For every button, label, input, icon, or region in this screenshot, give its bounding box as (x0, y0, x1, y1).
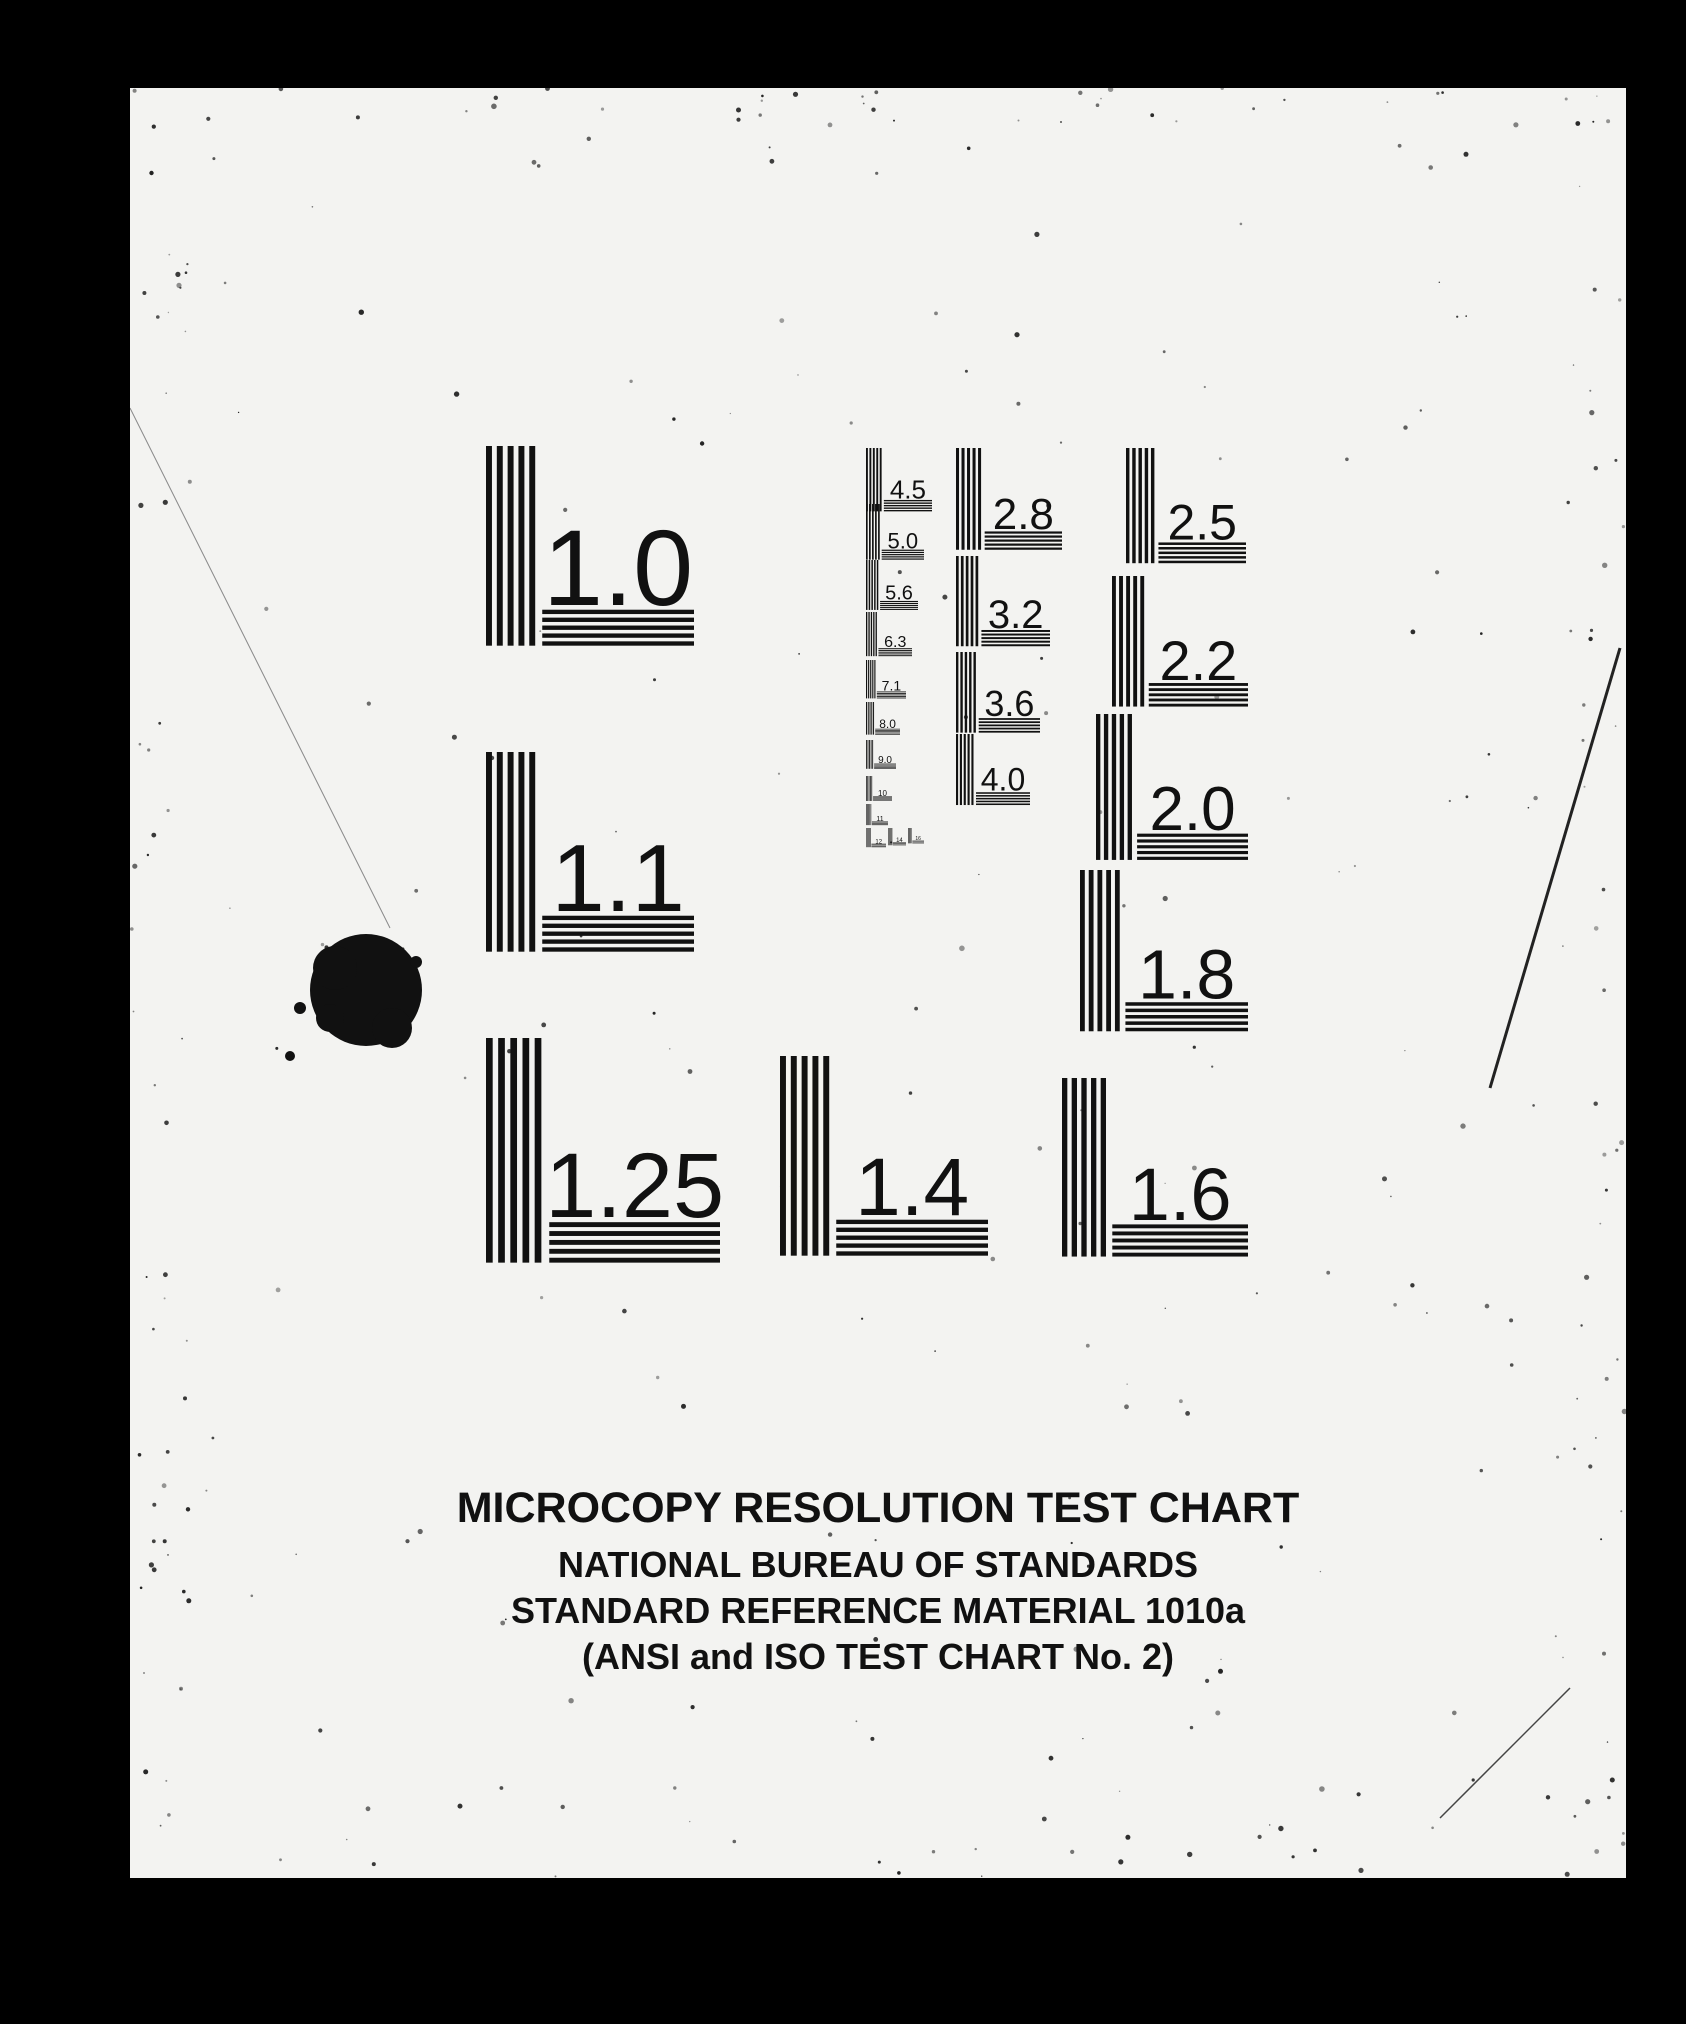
chart-title: MICROCOPY RESOLUTION TEST CHART (456, 1484, 1300, 1532)
vertical-bar (866, 504, 868, 560)
vertical-bar (1115, 870, 1120, 1031)
vertical-bar (875, 504, 877, 560)
resolution-pattern (1080, 870, 1248, 1031)
horizontal-bar (985, 539, 1062, 541)
horizontal-bar (976, 801, 1030, 803)
vertical-bar (888, 828, 889, 845)
resolution-pattern (956, 652, 1040, 733)
vertical-bar (866, 448, 868, 511)
vertical-bar (1096, 714, 1100, 860)
horizontal-bar (878, 655, 912, 656)
horizontal-bar (549, 1249, 720, 1254)
horizontal-bar (1158, 556, 1246, 559)
pattern-label: 1.4 (855, 1141, 970, 1233)
vertical-bar (966, 556, 969, 646)
pattern-label: 1.8 (1138, 935, 1236, 1014)
resolution-pattern (908, 828, 924, 843)
vertical-bar (1104, 714, 1108, 860)
vertical-bar (869, 828, 870, 847)
resolution-pattern (486, 752, 694, 952)
vertical-bar (1138, 448, 1141, 563)
vertical-bar (874, 660, 875, 698)
vertical-bar (869, 740, 870, 769)
vertical-bar (486, 446, 492, 646)
vertical-bar (962, 448, 965, 550)
horizontal-bar (549, 1258, 720, 1263)
pattern-label: 2.2 (1159, 628, 1238, 692)
horizontal-bar (1112, 1246, 1248, 1250)
vertical-bar (968, 734, 970, 805)
vertical-bar (960, 734, 962, 805)
vertical-bar (1112, 576, 1116, 707)
vertical-bar (873, 702, 874, 735)
horizontal-bar (875, 731, 900, 732)
horizontal-bar (880, 609, 918, 610)
vertical-bar (973, 652, 975, 733)
horizontal-bar (836, 1236, 988, 1240)
horizontal-bar (1137, 845, 1248, 848)
horizontal-bar (878, 652, 912, 653)
vertical-bar (535, 1038, 542, 1263)
vertical-bar (956, 448, 959, 550)
vertical-bar (870, 702, 871, 735)
vertical-bar (1062, 1078, 1067, 1257)
vertical-bar (965, 652, 967, 733)
vertical-bar (529, 752, 535, 952)
vertical-bar (1112, 714, 1116, 860)
horizontal-bar (880, 607, 918, 608)
horizontal-bar (542, 939, 694, 943)
vertical-bar (518, 752, 524, 952)
horizontal-bar (981, 644, 1050, 646)
pattern-label: 1.0 (543, 506, 694, 628)
vertical-bar (956, 652, 958, 733)
horizontal-bar (542, 633, 694, 637)
pattern-label: 10 (878, 788, 887, 798)
vertical-bar (876, 612, 877, 656)
pattern-label: 14 (896, 837, 903, 844)
vertical-bar (872, 740, 873, 769)
horizontal-bar (976, 798, 1030, 800)
vertical-bar (867, 828, 868, 847)
horizontal-bar (875, 733, 900, 734)
horizontal-bar (979, 725, 1040, 727)
pattern-label: 2.0 (1149, 775, 1236, 845)
vertical-bar (872, 504, 874, 560)
resolution-pattern (866, 828, 886, 847)
pattern-label: 1.1 (551, 824, 685, 932)
horizontal-bar (1125, 1021, 1248, 1025)
horizontal-bar (878, 653, 912, 654)
horizontal-bar (1112, 1253, 1248, 1257)
vertical-bar (802, 1056, 808, 1256)
vertical-bar (486, 752, 492, 952)
vertical-bar (866, 740, 867, 769)
vertical-bar (1091, 1078, 1096, 1257)
horizontal-bar (1149, 699, 1248, 702)
vertical-bar (973, 448, 976, 550)
vertical-bar (1106, 870, 1111, 1031)
horizontal-bar (1137, 851, 1248, 854)
pattern-label: 9.0 (878, 754, 893, 766)
horizontal-bar (874, 768, 896, 769)
vertical-bar (870, 776, 871, 801)
pattern-label: 6.3 (884, 634, 907, 652)
vertical-bar (964, 734, 966, 805)
horizontal-bar (985, 544, 1062, 546)
pattern-label: 4.5 (889, 474, 927, 505)
vertical-bar (873, 612, 874, 656)
vertical-bar (961, 556, 964, 646)
vertical-bar (1126, 448, 1129, 563)
resolution-pattern (866, 702, 900, 735)
vertical-bar (498, 1038, 505, 1263)
horizontal-bar (877, 695, 906, 696)
vertical-bar (866, 776, 867, 801)
vertical-bar (1132, 448, 1135, 563)
vertical-bar (868, 660, 869, 698)
horizontal-bar (1158, 561, 1246, 564)
vertical-bar (1080, 870, 1085, 1031)
horizontal-bar (979, 731, 1040, 733)
horizontal-bar (874, 766, 896, 767)
vertical-bar (956, 556, 959, 646)
pattern-label: 5.0 (887, 528, 919, 554)
resolution-pattern (1096, 714, 1248, 860)
vertical-bar (870, 828, 871, 847)
vertical-bar (967, 448, 970, 550)
vertical-bar (869, 560, 870, 610)
vertical-bar (1097, 870, 1102, 1031)
vertical-bar (890, 828, 891, 845)
vertical-bar (508, 752, 514, 952)
pattern-label: 8.0 (879, 716, 896, 731)
vertical-bar (1126, 576, 1130, 707)
vertical-bar (1140, 576, 1144, 707)
vertical-bar (510, 1038, 517, 1263)
horizontal-bar (979, 728, 1040, 730)
vertical-bar (866, 804, 867, 825)
vertical-bar (876, 448, 878, 511)
vertical-bar (518, 446, 524, 646)
vertical-bar (868, 828, 869, 847)
vertical-bar (889, 828, 890, 845)
horizontal-bar (985, 548, 1062, 550)
horizontal-bar (836, 1243, 988, 1247)
vertical-bar (868, 612, 869, 656)
resolution-pattern (780, 1056, 988, 1256)
vertical-bar (866, 612, 867, 656)
horizontal-bar (874, 767, 896, 768)
vertical-bar (1072, 1078, 1077, 1257)
vertical-bar (508, 446, 514, 646)
vertical-bar (868, 702, 869, 735)
horizontal-bar (542, 641, 694, 645)
vertical-bar (871, 740, 872, 769)
horizontal-bar (1149, 693, 1248, 696)
horizontal-bar (542, 947, 694, 951)
vertical-bar (978, 448, 981, 550)
horizontal-bar (882, 558, 924, 559)
vertical-bar (1145, 448, 1148, 563)
horizontal-bar (549, 1240, 720, 1245)
resolution-pattern (956, 734, 1030, 805)
horizontal-bar (1149, 704, 1248, 707)
chart-reference: STANDARD REFERENCE MATERIAL 1010a (510, 1590, 1246, 1631)
horizontal-bar (884, 505, 932, 506)
resolution-pattern (866, 560, 918, 610)
horizontal-bar (873, 800, 892, 801)
horizontal-bar (882, 554, 924, 555)
vertical-bar (891, 828, 892, 845)
resolution-pattern (866, 504, 924, 560)
vertical-bar (497, 752, 503, 952)
vertical-bar (1101, 1078, 1106, 1257)
resolution-pattern (866, 612, 912, 656)
vertical-bar (1081, 1078, 1086, 1257)
pattern-label: 7.1 (881, 677, 902, 694)
vertical-bar (1119, 576, 1123, 707)
vertical-bar (956, 734, 958, 805)
pattern-label: 2.8 (992, 490, 1054, 540)
vertical-bar (960, 652, 962, 733)
vertical-bar (812, 1056, 818, 1256)
vertical-bar (868, 804, 869, 825)
vertical-bar (823, 1056, 829, 1256)
resolution-pattern-group (486, 446, 1248, 1263)
vertical-bar (870, 660, 871, 698)
resolution-pattern (866, 776, 892, 801)
vertical-bar (866, 660, 867, 698)
vertical-bar (867, 776, 868, 801)
vertical-bar (871, 804, 872, 825)
pattern-label: 4.0 (980, 761, 1026, 798)
horizontal-bar (1125, 1015, 1248, 1019)
vertical-bar (869, 504, 871, 560)
vertical-bar (867, 804, 868, 825)
vertical-bar (877, 560, 878, 610)
vertical-bar (866, 828, 867, 847)
resolution-pattern (866, 448, 932, 511)
chart-standard: (ANSI and ISO TEST CHART No. 2) (581, 1636, 1174, 1677)
pattern-label: 12 (875, 839, 883, 846)
vertical-bar (866, 560, 867, 610)
resolution-pattern (866, 804, 888, 825)
vertical-bar (892, 828, 893, 845)
horizontal-bar (873, 799, 892, 800)
horizontal-bar (882, 556, 924, 557)
vertical-bar (866, 702, 867, 735)
pattern-label: 2.5 (1167, 494, 1237, 551)
vertical-bar (971, 556, 974, 646)
horizontal-bar (981, 637, 1050, 639)
pattern-label: 3.2 (987, 592, 1044, 637)
vertical-bar (780, 1056, 786, 1256)
horizontal-bar (1158, 552, 1246, 555)
pattern-label: 5.6 (885, 582, 913, 605)
pattern-label: 1.6 (1128, 1153, 1232, 1237)
pattern-label: 16 (915, 836, 921, 843)
horizontal-bar (1125, 1028, 1248, 1032)
vertical-bar (969, 652, 971, 733)
vertical-bar (1120, 714, 1124, 860)
resolution-pattern (866, 660, 906, 698)
vertical-bar (1128, 714, 1132, 860)
vertical-bar (871, 776, 872, 801)
vertical-bar (869, 776, 870, 801)
vertical-bar (497, 446, 503, 646)
vertical-bar (873, 448, 875, 511)
vertical-bar (872, 660, 873, 698)
resolution-pattern (956, 448, 1062, 550)
vertical-bar (880, 448, 882, 511)
resolution-pattern (956, 556, 1050, 646)
horizontal-bar (873, 798, 892, 799)
vertical-bar (971, 734, 973, 805)
vertical-bar (874, 560, 875, 610)
pattern-label: 11 (876, 815, 884, 823)
vertical-bar (871, 612, 872, 656)
vertical-bar (871, 702, 872, 735)
horizontal-bar (880, 605, 918, 606)
vertical-bar (1151, 448, 1154, 563)
horizontal-bar (875, 734, 900, 735)
vertical-bar (976, 556, 979, 646)
horizontal-bar (836, 1251, 988, 1255)
horizontal-bar (1112, 1239, 1248, 1243)
vertical-bar (869, 804, 870, 825)
vertical-bar (791, 1056, 797, 1256)
horizontal-bar (884, 510, 932, 511)
pattern-label: 1.25 (545, 1134, 725, 1237)
horizontal-bar (542, 932, 694, 936)
vertical-bar (871, 560, 872, 610)
vertical-bar (523, 1038, 530, 1263)
horizontal-bar (877, 698, 906, 699)
vertical-bar (869, 448, 871, 511)
pattern-label: 3.6 (984, 683, 1035, 725)
vertical-bar (878, 504, 880, 560)
horizontal-bar (884, 507, 932, 508)
ink-blot (285, 934, 422, 1061)
horizontal-bar (1137, 857, 1248, 860)
vertical-bar (1133, 576, 1137, 707)
resolution-pattern (486, 446, 694, 646)
test-chart-sheet (130, 88, 1626, 1878)
vertical-bar (486, 1038, 493, 1263)
resolution-pattern (866, 740, 896, 769)
vertical-bar (529, 446, 535, 646)
resolution-pattern (1112, 576, 1248, 707)
horizontal-bar (976, 803, 1030, 805)
vertical-bar (1089, 870, 1094, 1031)
horizontal-bar (877, 696, 906, 697)
resolution-pattern (1126, 448, 1246, 563)
vertical-bar (868, 740, 869, 769)
horizontal-bar (981, 641, 1050, 643)
chart-issuer: NATIONAL BUREAU OF STANDARDS (558, 1544, 1198, 1585)
resolution-pattern (1062, 1078, 1248, 1257)
